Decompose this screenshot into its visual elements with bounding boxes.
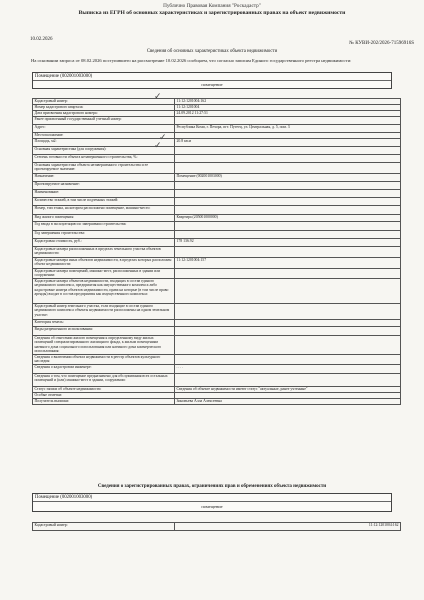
cell-label: Ранее присвоенный государственный учетный номер: [33,117,175,125]
cell-label: Местоположение: [33,133,175,139]
cell-label: Назначение: [33,174,175,182]
cell-value [175,304,401,320]
cell-value [175,163,401,174]
cell-value [175,327,401,336]
cell-value: 20.8 кв.м [175,139,401,147]
request-number: № КУВИ-202/2026-71596916S [349,41,414,46]
table-row [33,373,401,386]
table-row [33,139,401,147]
table-row [33,182,401,190]
table-row [33,155,401,163]
cell-value [175,279,401,304]
cell-label: Адрес: [33,125,175,133]
rights-table [32,522,401,531]
checkmark-icon: ✓ [154,141,162,151]
table-row [33,320,401,327]
object-header-box [32,72,392,89]
characteristics-table [32,98,401,405]
cell-value: Помещение (002001003000) [175,174,401,182]
cell-label: Кадастровые номера объектов недвижимости, входящих в состав единого недвижимого комплекса, предприятия как имущественного комплекса либо кадастровые номера объектов недвижимости, права на которые (в том числе право аренды) входят в состав предприятия как имущественного комплекса: [33,279,175,304]
cell-value [175,190,401,198]
cell-value: 11:12:1201004:162 [175,99,401,105]
cell-label: Количество этажей, в том числе подземных этажей: [33,198,175,206]
cell-value: 11:12:1201004 [175,105,401,111]
cell-label: Кадастровый номер земельного участка, если входящие в состав единого недвижимого комплекса объекты недвижимости расположены на одном земельном участке: [33,304,175,320]
rights-object-kind: помещение [201,504,223,509]
object-name: Помещение (002001003000) [33,73,391,81]
table-row [33,190,401,198]
cell-label: Получатель выписки: [33,398,175,404]
rights-section-title: Сведения о зарегистрированных правах, ограничениях прав и обременениях объекта недвижимости [97,484,327,489]
cell-label: Кадастровый номер: [33,523,175,531]
table-row [33,222,401,231]
cell-label: Вид жилого помещения: [33,215,175,222]
cell-label: Сведения об отнесении жилого помещения к определенному виду жилых помещений специализированного жилищного фонда, к жилым помещениям наемного дома социального использования или наемного дома коммерческого использования: [33,336,175,355]
cell-label: Сведения о том, что помещение предназначено для обслуживания всех остальных помещений и (или) машино-мест в здании, сооружении: [33,373,175,386]
cell-label: Площадь, м2: [33,139,175,147]
cell-value [175,198,401,206]
table-row [33,174,401,182]
cell-value [175,355,401,365]
cell-label: Год завершения строительства: [33,231,175,239]
table-row [33,215,401,222]
cell-value [175,247,401,258]
table-row [33,231,401,239]
table-row [33,398,401,404]
cell-value: Сведения об объекте недвижимости имеют статус "актуальные, ранее учтенные" [175,386,401,392]
organization-name: Публично Правовая Компания "Роскадастр" [163,3,261,9]
table-row [33,327,401,336]
rights-object-name: Помещение (002001003000) [33,494,391,502]
cell-value [175,373,401,386]
cell-label: Основная характеристика (для сооружения): [33,147,175,155]
table-row [33,258,401,269]
cell-label: Номер, тип этажа, на котором расположено помещение, машино-место: [33,206,175,215]
cell-value [175,147,401,155]
cell-value [175,117,401,125]
table-row [33,147,401,155]
cell-label: Год ввода в эксплуатацию по завершении строительства: [33,222,175,231]
cell-label: Сведения о включении объекта недвижимости в реестр объектов культурного наследия: [33,355,175,365]
checkmark-icon: ✓ [154,92,162,102]
table-row [33,269,401,279]
cell-label: Категория земель: [33,320,175,327]
cell-label: Основная характеристика объекта незавершенного строительства и ее проектируемое значение: [33,163,175,174]
cell-value: Республика Коми, г. Печора, пгт. Путеец, ул. Центральная, д. 5, пом. 3 [175,125,401,133]
cell-label: Виды разрешенного использования: [33,327,175,336]
cell-value: Зиновьева Алла Алексеевна [175,398,401,404]
cell-value: . . . . [175,364,401,373]
cell-label: Наименование: [33,190,175,198]
cell-label: Сведения о кадастровом инженере: [33,364,175,373]
cell-value [175,336,401,355]
object-kind: помещение [201,82,223,87]
cell-label: Кадастровые номера иных объектов недвижимости, в пределах которых расположен объект недвижимости: [33,258,175,269]
cell-value: Квартира (205001000000) [175,215,401,222]
cell-value [175,182,401,190]
cell-value: 11:12:1201004:157 [175,258,401,269]
table-row [33,247,401,258]
checkmark-icon: ✓ [159,133,167,143]
cell-value: 24.09.2012 11:27:51 [175,111,401,117]
cell-value [175,269,401,279]
cell-value [175,222,401,231]
cell-label: Номер кадастрового квартала: [33,105,175,111]
table-row [33,239,401,247]
cell-label: Дата присвоения кадастрового номера: [33,111,175,117]
table-row [33,125,401,133]
rights-header-box [32,493,392,512]
cell-value: 11:12:1201004:162 [175,523,401,531]
cell-label: Особые отметки: [33,392,175,398]
table-row [33,206,401,215]
table-row [33,198,401,206]
table-row [33,523,401,531]
cell-value [175,320,401,327]
intro-text: На основании запроса от 08.02.2026 поступившего на рассмотрение 10.02.2026 сообщаем, что согласно записям Единого государственного реестра недвижимости: [31,58,352,63]
section-title: Сведения об основных характеристиках объекта недвижимости [146,49,278,54]
table-row [33,304,401,320]
cell-label: Степень готовности объекта незавершенного строительства, %: [33,155,175,163]
cell-label: Кадастровая стоимость, руб.: [33,239,175,247]
cell-value: 178 136.92 [175,239,401,247]
cell-label: Кадастровые номера расположенных в пределах земельного участка объектов недвижимости: [33,247,175,258]
table-row [33,364,401,373]
document-date: 10.02.2026 [30,37,53,42]
cell-label: Кадастровый номер: [33,99,175,105]
table-row [33,117,401,125]
cell-label: Статус записи об объекте недвижимости: [33,386,175,392]
cell-label: Проектируемое назначение: [33,182,175,190]
table-row [33,336,401,355]
table-row [33,163,401,174]
cell-value [175,206,401,215]
cell-value [175,155,401,163]
table-row [33,355,401,365]
document-title: Выписка из ЕГРН об основных характеристиках и зарегистрированных правах на объект недвижимости [78,10,346,16]
cell-label: Кадастровые номера помещений, машино-мест, расположенных в здании или сооружении: [33,269,175,279]
table-row [33,279,401,304]
cell-value [175,231,401,239]
